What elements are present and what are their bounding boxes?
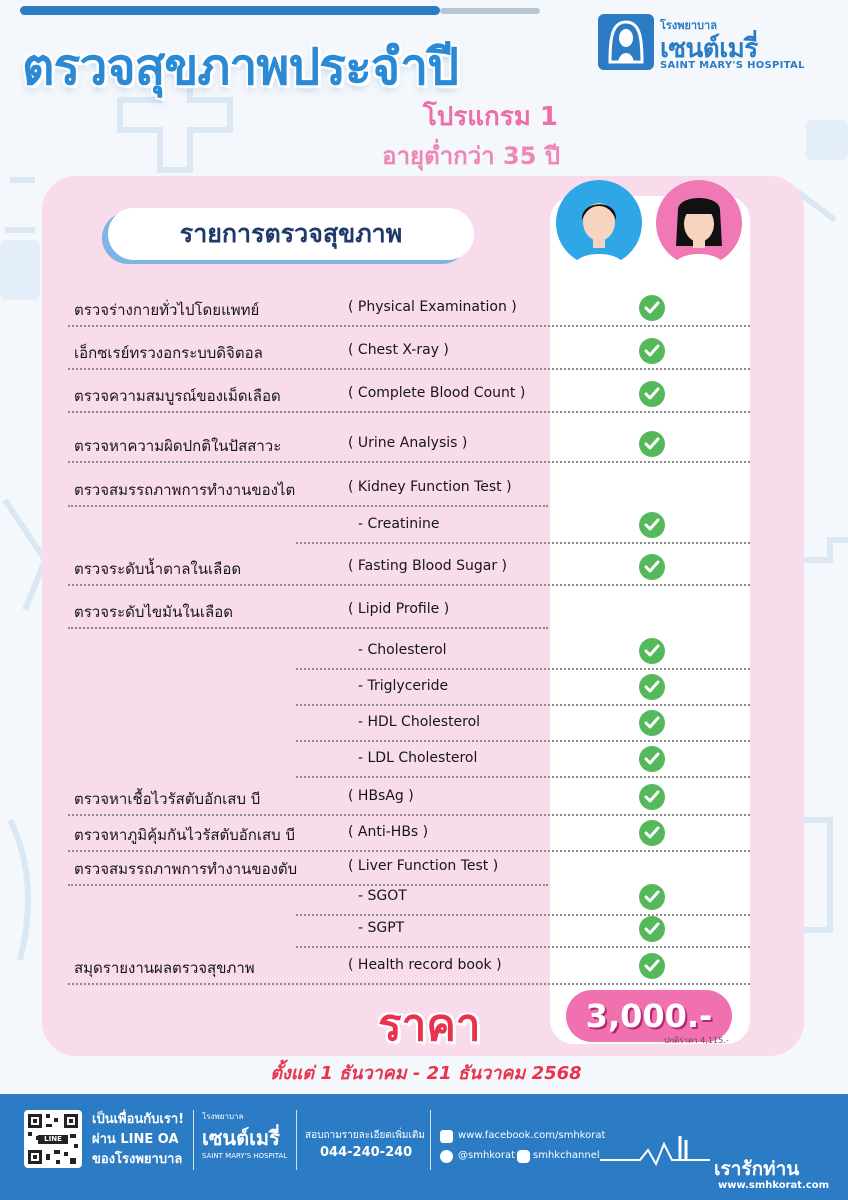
row-divider: [68, 411, 750, 413]
checkup-item-row: [0, 434, 848, 458]
checkup-item-row: [0, 787, 848, 811]
check-icon: [639, 820, 665, 846]
instagram-link[interactable]: smhkchannel: [533, 1150, 600, 1161]
age-label: อายุต่ำกว่า 35 ปี: [382, 142, 560, 170]
checkup-item-row: [0, 857, 848, 881]
page-title: ตรวจสุขภาพประจำปี: [22, 38, 458, 96]
top-accent-bar-secondary: [440, 8, 540, 14]
check-icon: [639, 884, 665, 910]
top-accent-bar: [20, 6, 440, 15]
logo-english-name: SAINT MARY'S HOSPITAL: [660, 60, 805, 71]
row-divider: [68, 584, 750, 586]
footer-divider: [296, 1110, 297, 1170]
promotion-period: ตั้งแต่ 1 ธันวาคม - 21 ธันวาคม 2568: [270, 1063, 582, 1084]
contact-phone[interactable]: 044-240-240: [320, 1145, 413, 1160]
row-divider: [296, 668, 750, 670]
checkup-item-thai-name: ตรวจความสมบูรณ์ของเม็ดเลือด: [74, 387, 281, 405]
line-badge: LINE: [38, 1135, 68, 1144]
footer-logo-hospital-word: โรงพยาบาล: [202, 1112, 244, 1121]
checkup-item-english-name: ( Chest X-ray ): [348, 342, 449, 358]
madonna-emblem-icon: [598, 14, 654, 70]
row-divider: [68, 850, 750, 852]
check-icon: [639, 554, 665, 580]
price-label: ราคา: [378, 1000, 481, 1051]
checkup-item-row: [0, 823, 848, 847]
checkup-item-english-name: - SGOT: [358, 888, 407, 904]
row-divider: [68, 884, 548, 886]
checkup-item-english-name: ( Health record book ): [348, 957, 502, 973]
checkup-item-row: [0, 384, 848, 408]
normal-price: ปกติราคา 4,115.-: [664, 1036, 729, 1045]
contact-label: สอบถามรายละเอียดเพิ่มเติม: [305, 1130, 425, 1141]
checkup-item-thai-name: ตรวจสมรรถภาพการทำงานของไต: [74, 481, 296, 499]
row-divider: [296, 542, 750, 544]
logo-hospital-word: โรงพยาบาล: [660, 19, 717, 32]
checkup-item-thai-name: ตรวจสมรรถภาพการทำงานของตับ: [74, 860, 298, 878]
row-divider: [68, 325, 750, 327]
checkup-item-row: [0, 641, 848, 665]
check-icon: [639, 512, 665, 538]
program-label: โปรแกรม 1: [422, 102, 558, 132]
checkup-item-english-name: ( Lipid Profile ): [348, 601, 450, 617]
check-icon: [639, 916, 665, 942]
heartbeat-hand-icon: [600, 1130, 720, 1170]
checkup-item-row: [0, 677, 848, 701]
instagram-icon: [517, 1150, 530, 1163]
line-icon: [440, 1150, 453, 1163]
checkup-item-english-name: - LDL Cholesterol: [358, 750, 478, 766]
check-icon: [639, 674, 665, 700]
checkup-item-thai-name: ตรวจหาภูมิคุ้มกันไวรัสตับอักเสบ บี: [74, 826, 295, 844]
checkup-item-row: [0, 887, 848, 911]
checkup-item-english-name: ( Complete Blood Count ): [348, 385, 526, 401]
footer-divider: [430, 1110, 431, 1170]
checkup-item-english-name: ( Anti-HBs ): [348, 824, 429, 840]
line-id-link[interactable]: @smhkorat: [458, 1150, 516, 1161]
row-divider: [296, 740, 750, 742]
check-icon: [639, 638, 665, 664]
price-amount: 3,000.-: [566, 990, 732, 1042]
check-icon: [639, 431, 665, 457]
row-divider: [68, 461, 750, 463]
check-icon: [639, 295, 665, 321]
checkup-item-row: [0, 600, 848, 624]
footer-line-text-3: ของโรงพยาบาล: [92, 1152, 183, 1167]
hospital-logo: [598, 14, 808, 76]
check-icon: [639, 953, 665, 979]
checkup-item-english-name: - Cholesterol: [358, 642, 447, 658]
check-icon: [639, 710, 665, 736]
female-avatar-icon: [656, 180, 742, 266]
row-divider: [296, 946, 750, 948]
row-divider: [296, 914, 750, 916]
check-icon: [639, 338, 665, 364]
website-link[interactable]: www.smhkorat.com: [718, 1180, 830, 1191]
section-title: รายการตรวจสุขภาพ: [108, 208, 474, 260]
checkup-item-english-name: ( Kidney Function Test ): [348, 479, 512, 495]
footer-line-text-2: ผ่าน LINE OA: [92, 1132, 179, 1147]
checkup-item-english-name: ( Fasting Blood Sugar ): [348, 558, 507, 574]
row-divider: [68, 505, 548, 507]
checkup-item-thai-name: ตรวจหาเชื้อไวรัสตับอักเสบ บี: [74, 790, 261, 808]
footer-line-text-1: เป็นเพื่อนกับเรา!: [92, 1112, 185, 1127]
row-divider: [296, 704, 750, 706]
row-divider: [68, 627, 548, 629]
footer-logo-english: SAINT MARY'S HOSPITAL: [202, 1152, 288, 1160]
checkup-item-thai-name: สมุดรายงานผลตรวจสุขภาพ: [74, 959, 255, 977]
checkup-item-row: [0, 749, 848, 773]
check-icon: [639, 746, 665, 772]
slogan: เรารักท่าน: [714, 1158, 800, 1180]
footer-divider: [193, 1110, 194, 1170]
row-divider: [68, 368, 750, 370]
male-avatar-icon: [556, 180, 642, 266]
checkup-item-thai-name: ตรวจร่างกายทั่วไปโดยแพทย์: [74, 301, 260, 319]
facebook-icon: [440, 1130, 453, 1143]
checkup-item-thai-name: ตรวจหาความผิดปกติในปัสสาวะ: [74, 437, 282, 455]
check-icon: [639, 381, 665, 407]
checkup-item-row: [0, 557, 848, 581]
row-divider: [296, 776, 750, 778]
checkup-item-row: [0, 919, 848, 943]
facebook-link[interactable]: www.facebook.com/smhkorat: [458, 1130, 606, 1141]
checkup-item-row: [0, 956, 848, 980]
checkup-item-english-name: - Triglyceride: [358, 678, 449, 694]
row-divider: [68, 814, 750, 816]
checkup-item-english-name: - HDL Cholesterol: [358, 714, 481, 730]
footer-logo-name: เซนต์เมรี่: [202, 1126, 280, 1150]
checkup-item-row: [0, 515, 848, 539]
checkup-item-english-name: ( Physical Examination ): [348, 299, 517, 315]
checkup-item-row: [0, 298, 848, 322]
checkup-item-english-name: - Creatinine: [358, 516, 440, 532]
checkup-item-row: [0, 341, 848, 365]
checkup-item-thai-name: ตรวจระดับไขมันในเลือด: [74, 603, 233, 621]
checkup-item-row: [0, 478, 848, 502]
checkup-item-thai-name: ตรวจระดับน้ำตาลในเลือด: [74, 560, 242, 578]
checkup-item-row: [0, 713, 848, 737]
logo-hospital-name: เซนต์เมรี่: [660, 34, 758, 64]
checkup-item-english-name: ( HBsAg ): [348, 788, 414, 804]
row-divider: [68, 983, 750, 985]
checkup-item-english-name: ( Liver Function Test ): [348, 858, 499, 874]
checkup-item-thai-name: เอ็กซเรย์ทรวงอกระบบดิจิตอล: [74, 344, 263, 362]
checkup-item-english-name: ( Urine Analysis ): [348, 435, 468, 451]
checkup-item-english-name: - SGPT: [358, 920, 405, 936]
check-icon: [639, 784, 665, 810]
